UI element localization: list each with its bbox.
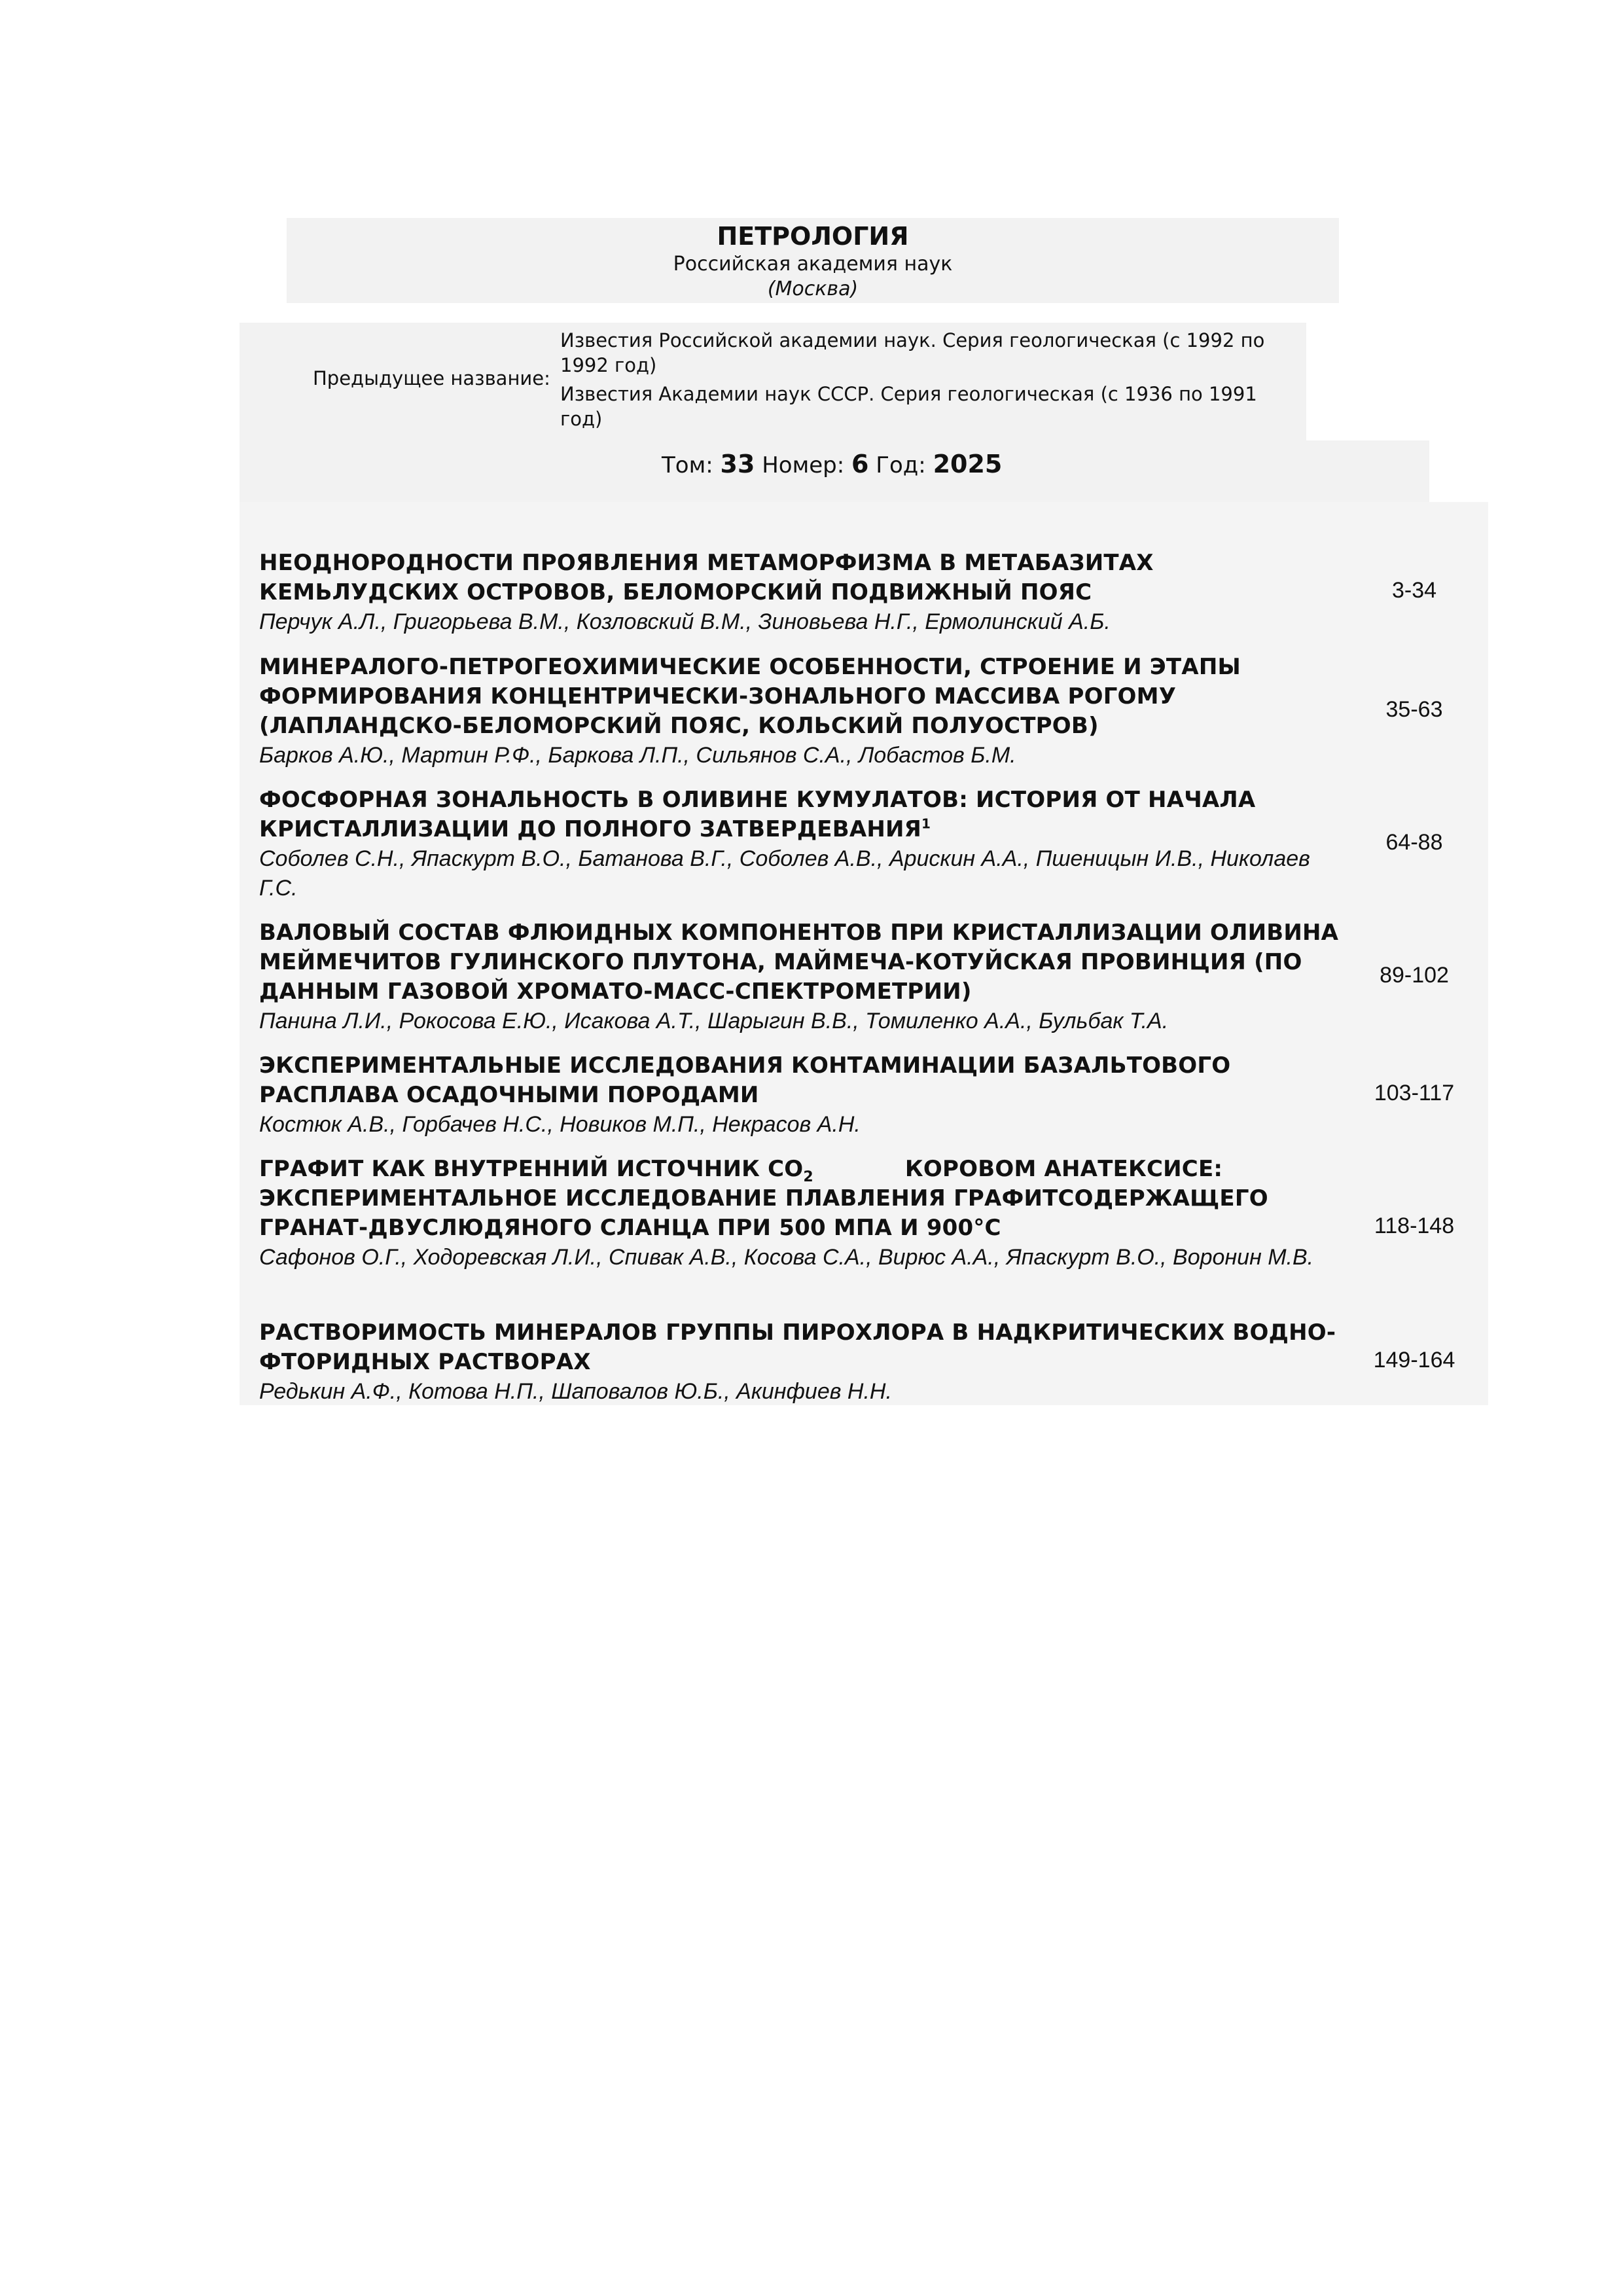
journal-city: (Москва) (767, 278, 859, 300)
article-authors: Соболев С.Н., Япаскурт В.О., Батанова В.Г., Соболев А.В., Арискин А.А., Пшеницын И.В., Николаев Г.С. (259, 846, 1310, 901)
article-title-link[interactable] (259, 785, 1346, 844)
article-pages: 149-164 (1373, 1348, 1455, 1372)
table-of-contents (240, 502, 1488, 1405)
article-title-link[interactable]: НЕОДНОРОДНОСТИ ПРОЯВЛЕНИЯ МЕТАМОРФИЗМА В МЕТАБАЗИТАХ КЕМЬЛУДСКИХ ОСТРОВОВ, БЕЛОМОРСКИЙ ПОДВИЖНЫЙ ПОЯС (259, 550, 1154, 605)
article-authors: Сафонов О.Г., Ходоревская Л.И., Спивак А.В., Косова С.А., Вирюс А.А., Япаскурт В.О., Воронин М.В. (259, 1245, 1314, 1270)
toc-item (259, 1318, 1483, 1407)
journal-header (287, 218, 1339, 303)
article-title-link[interactable] (259, 1155, 1346, 1243)
article-title-link[interactable]: ЭКСПЕРИМЕНТАЛЬНЫЕ ИССЛЕДОВАНИЯ КОНТАМИНАЦИИ БАЗАЛЬТОВОГО РАСПЛАВА ОСАДОЧНЫМИ ПОРОДАМИ (259, 1052, 1231, 1108)
toc-item (259, 785, 1483, 903)
subscript-two: 2 (803, 1168, 813, 1185)
article-pages: 3-34 (1391, 578, 1437, 603)
footnote-mark: 1 (921, 816, 931, 832)
number-value: 6 (851, 450, 869, 478)
article-authors: Барков А.Ю., Мартин Р.Ф., Баркова Л.П., Сильянов С.А., Лобастов Б.М. (259, 743, 1016, 768)
toc-item (259, 548, 1483, 637)
year-value: 2025 (933, 450, 1003, 478)
article-title-text: ГРАФИТ КАК ВНУТРЕННИЙ ИСТОЧНИК CO (259, 1156, 804, 1182)
article-authors: Панина Л.И., Рокосова Е.Ю., Исакова А.Т., Шарыгин В.В., Томиленко А.А., Бульбак Т.А. (259, 1009, 1169, 1033)
journal-title: ПЕТРОЛОГИЯ (717, 222, 909, 251)
previous-names-box (240, 323, 1306, 440)
year-label: Год: (876, 452, 926, 478)
toc-item (259, 918, 1483, 1036)
issue-info (240, 440, 1429, 502)
article-pages: 64-88 (1385, 830, 1443, 855)
journal-publisher: Российская академия наук (673, 253, 953, 276)
toc-item (259, 653, 1483, 770)
article-title-link[interactable]: МИНЕРАЛОГО-ПЕТРОГЕОХИМИЧЕСКИЕ ОСОБЕННОСТИ, СТРОЕНИЕ И ЭТАПЫ ФОРМИРОВАНИЯ КОНЦЕНТРИЧЕСКИ-ЗОНАЛЬНОГО МАССИВА РОГОМУ (ЛАПЛАНДСКО-БЕЛОМОРСКИЙ ПОЯС, КОЛЬСКИЙ ПОЛУОСТРОВ) (259, 654, 1241, 739)
article-pages: 89-102 (1380, 963, 1449, 988)
previous-names-label: Предыдущее название: (313, 367, 550, 389)
previous-names-list (560, 328, 1287, 435)
volume-value: 33 (720, 450, 755, 478)
previous-name: Известия Российской академии наук. Серия геологическая (с 1992 по 1992 год) (560, 329, 1265, 376)
article-authors: Перчук А.Л., Григорьева В.М., Козловский В.М., Зиновьева Н.Г., Ермолинский А.Б. (259, 609, 1111, 634)
volume-label: Том: (662, 452, 713, 478)
article-title-link[interactable]: РАСТВОРИМОСТЬ МИНЕРАЛОВ ГРУППЫ ПИРОХЛОРА В НАДКРИТИЧЕСКИХ ВОДНО-ФТОРИДНЫХ РАСТВОРАХ (259, 1319, 1336, 1375)
article-title-text: ФОСФОРНАЯ ЗОНАЛЬНОСТЬ В ОЛИВИНЕ КУМУЛАТОВ: ИСТОРИЯ ОТ НАЧАЛА КРИСТАЛЛИЗАЦИИ ДО ПОЛНОГО ЗАТВЕРДЕВАНИЯ (259, 787, 1256, 842)
article-authors: Костюк А.В., Горбачев Н.С., Новиков М.П., Некрасов А.Н. (259, 1112, 861, 1137)
article-authors: Редькин А.Ф., Котова Н.П., Шаповалов Ю.Б., Акинфиев Н.Н. (259, 1379, 892, 1404)
number-label: Номер: (762, 452, 845, 478)
previous-name: Известия Академии наук СССР. Серия геологическая (с 1936 по 1991 год) (560, 383, 1257, 430)
toc-item (259, 1155, 1483, 1272)
issue-line (662, 450, 1002, 478)
article-title-text: КОРОВОМ АНАТЕКСИСЕ: ЭКСПЕРИМЕНТАЛЬНОЕ ИССЛЕДОВАНИЕ ПЛАВЛЕНИЯ ГРАФИТСОДЕРЖАЩЕГО ГРАНАТ-ДВУСЛЮДЯНОГО СЛАНЦА ПРИ 500 МПА И 900°С (259, 1156, 1268, 1241)
article-pages: 118-148 (1374, 1213, 1455, 1238)
article-pages: 103-117 (1374, 1081, 1455, 1105)
article-pages: 35-63 (1385, 697, 1443, 722)
toc-item (259, 1051, 1483, 1139)
article-title-link[interactable]: ВАЛОВЫЙ СОСТАВ ФЛЮИДНЫХ КОМПОНЕНТОВ ПРИ КРИСТАЛЛИЗАЦИИ ОЛИВИНА МЕЙМЕЧИТОВ ГУЛИНСКОГО ПЛУТОНА, МАЙМЕЧА-КОТУЙСКАЯ ПРОВИНЦИЯ (ПО ДАННЫМ ГАЗОВОЙ ХРОМАТО-МАСС-СПЕКТРОМЕТРИИ) (259, 920, 1339, 1005)
